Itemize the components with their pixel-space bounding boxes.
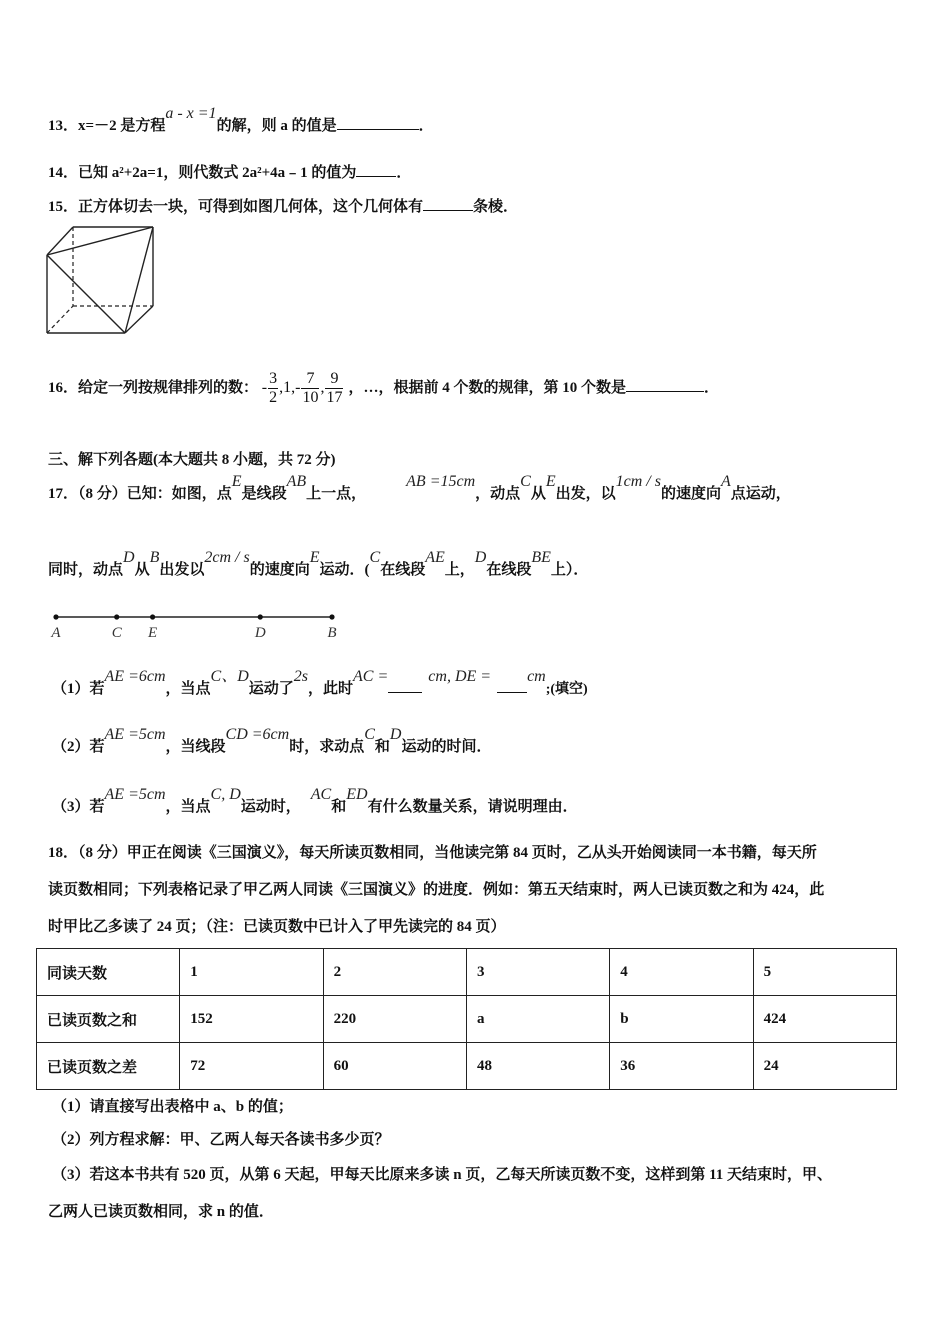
numerator: 7 <box>306 369 315 387</box>
math-var: D <box>123 549 135 566</box>
denominator: 17 <box>326 388 343 406</box>
math-expr: 2s <box>293 668 309 685</box>
table-cell: 424 <box>753 996 896 1043</box>
question-text: 出发以 <box>159 562 205 578</box>
question-number: 17． <box>48 486 79 502</box>
question-text: 同时，动点 <box>48 562 124 578</box>
question-text: 从 <box>530 486 546 502</box>
equation: a - x =1 <box>165 105 217 122</box>
question-text: ，当点 <box>165 799 211 815</box>
question-text: 运动的时间． <box>401 739 492 755</box>
table-row <box>37 1043 897 1090</box>
period: ． <box>703 380 719 396</box>
question-16 <box>48 368 719 408</box>
comma: , <box>279 379 284 396</box>
question-text: 已知 a²+2a=1，则代数式 2a²+4a﹣1 的值为 <box>78 165 357 181</box>
question-text: 和 <box>331 799 347 815</box>
minus-sign: - <box>295 379 301 396</box>
numerator: 9 <box>330 369 339 387</box>
number-sequence <box>261 369 349 406</box>
question-text: 的速度向 <box>660 486 721 502</box>
comma: , <box>291 379 296 396</box>
question-18-part-1: （1）请直接写出表格中 a、b 的值； <box>52 1099 293 1115</box>
point-d <box>258 614 263 619</box>
question-text: ;(填空) <box>545 682 588 697</box>
period: ． <box>396 165 412 181</box>
fraction <box>301 370 319 407</box>
math-expr: 2cm / s <box>204 549 250 566</box>
table-cell: 1 <box>180 949 323 996</box>
question-text: ，动点 <box>475 486 521 502</box>
math-expr: 1cm / s <box>615 473 661 490</box>
point-label-c: C <box>111 625 122 641</box>
question-17 <box>48 473 791 504</box>
question-18-part-2: （2）列方程求解：甲、乙两人每天各读书多少页？ <box>52 1132 390 1148</box>
reading-progress-table <box>36 948 897 1090</box>
point-label-e: E <box>148 625 158 641</box>
math-var: BE <box>531 549 551 566</box>
truncated-cube-figure <box>0 0 200 345</box>
cut-edge <box>125 227 153 333</box>
question-text: 条棱． <box>473 199 519 215</box>
question-text: 时，求动点 <box>289 739 365 755</box>
question-17-part-3 <box>52 786 578 817</box>
answer-blank[interactable] <box>337 115 419 130</box>
answer-blank-ac[interactable] <box>388 678 422 693</box>
answer-blank-de[interactable] <box>497 678 527 693</box>
question-text: ，当线段 <box>165 739 226 755</box>
question-18-line-3: 时甲比乙多读了 24 页；（注：已读页数中已计入了甲先读完的 84 页） <box>48 919 506 935</box>
question-text: ，此时 <box>308 681 354 697</box>
question-number: 14． <box>48 165 79 181</box>
question-text: 的速度向 <box>249 562 310 578</box>
point-e <box>150 614 155 619</box>
table-row <box>37 996 897 1043</box>
question-text: 是线段 <box>241 486 287 502</box>
question-text: 在线段 <box>380 562 426 578</box>
math-expr: C、D <box>210 668 249 685</box>
fraction <box>268 370 278 407</box>
table-cell: 152 <box>180 996 323 1043</box>
question-text: 给定一列按规律排列的数： <box>78 380 259 396</box>
math-var: AE <box>425 549 445 566</box>
question-text: 正方体切去一块，可得到如图几何体，这个几何体有 <box>78 199 424 215</box>
table-row <box>37 949 897 996</box>
part-label: （3）若 <box>52 799 105 815</box>
math-var: E <box>231 473 242 490</box>
math-var: ED <box>346 786 368 803</box>
question-text: 点运动， <box>730 486 791 502</box>
point-a <box>53 614 58 619</box>
question-number: 15． <box>48 199 79 215</box>
question-number: 16． <box>48 380 79 396</box>
answer-blank[interactable] <box>356 162 396 177</box>
point-c <box>114 614 119 619</box>
comma: , <box>320 379 325 396</box>
table-cell: a <box>466 996 609 1043</box>
cube-edge <box>47 227 73 255</box>
answer-blank[interactable] <box>626 377 704 392</box>
row-header: 同读天数 <box>37 949 180 996</box>
question-text: x=－2 是方程 <box>78 118 166 134</box>
math-expr: cm <box>527 668 546 685</box>
question-18-line-1: 18．（8 分）甲正在阅读《三国演义》，每天所读页数相同，当他读完第 84 页时，乙从头开始阅读同一本书籍，每天所 <box>48 845 817 861</box>
point-label-d: D <box>254 625 266 641</box>
question-text: 从 <box>134 562 150 578</box>
denominator: 2 <box>269 388 278 406</box>
math-expr: CD =6cm <box>225 726 290 743</box>
table-cell: 2 <box>323 949 466 996</box>
question-text: 上， <box>444 562 475 578</box>
math-expr: cm, DE = <box>428 668 492 685</box>
number-line-figure <box>40 605 360 645</box>
question-17-part-1 <box>52 668 588 700</box>
cut-edge <box>47 227 153 255</box>
math-var: C <box>520 473 531 490</box>
sequence-term: 1 <box>283 379 292 396</box>
answer-blank[interactable] <box>423 196 473 211</box>
question-number: 13． <box>48 118 79 134</box>
math-var: D <box>474 549 487 566</box>
hidden-edge <box>47 306 73 333</box>
numerator: 3 <box>269 369 278 387</box>
fraction <box>325 370 343 407</box>
question-text: ，当点 <box>165 681 211 697</box>
table-cell: 220 <box>323 996 466 1043</box>
question-18-part-3-line-2: 乙两人已读页数相同，求 n 的值． <box>48 1204 274 1220</box>
question-text: 运动．( <box>319 562 370 578</box>
math-expr: C, D <box>210 786 241 803</box>
question-text: 出发，以 <box>555 486 616 502</box>
math-var: C <box>369 549 381 566</box>
table-cell: 24 <box>753 1043 896 1090</box>
question-17-line-2 <box>48 549 589 580</box>
math-expr: AE =6cm <box>104 668 166 685</box>
math-var: AC <box>310 786 332 803</box>
point-label-b: B <box>327 625 337 641</box>
question-18-part-3: （3）若这本书共有 520 页，从第 6 天起，甲每天比原来多读 n 页，乙每天所读页数不变，这样到第 11 天结束时，甲、 <box>52 1167 833 1183</box>
table-cell: 4 <box>610 949 753 996</box>
question-17-part-2 <box>52 726 492 757</box>
row-header: 已读页数之差 <box>37 1043 180 1090</box>
math-expr: AC = <box>353 668 389 685</box>
row-header: 已读页数之和 <box>37 996 180 1043</box>
math-var: AB <box>286 473 307 490</box>
period: ． <box>418 118 434 134</box>
minus-sign: - <box>261 379 268 396</box>
denominator: 10 <box>302 388 319 406</box>
part-label: （1）若 <box>52 681 105 697</box>
point-b <box>329 614 334 619</box>
math-expr: AB =15cm <box>406 473 476 490</box>
table-cell: 36 <box>610 1043 753 1090</box>
math-expr: AE =5cm <box>104 786 166 803</box>
table-cell: 48 <box>466 1043 609 1090</box>
math-var: E <box>309 549 320 566</box>
math-expr: AE =5cm <box>104 726 166 743</box>
question-text: ，…，根据前 4 个数的规律，第 10 个数是 <box>348 380 626 396</box>
table-cell: 5 <box>753 949 896 996</box>
math-var: B <box>149 549 160 566</box>
section-heading: 三、解下列各题(本大题共 8 小题，共 72 分) <box>48 452 336 468</box>
question-text: 的解，则 a 的值是 <box>216 118 337 134</box>
question-text: （8 分）已知：如图，点 <box>78 486 232 502</box>
math-var: A <box>720 473 731 490</box>
table-cell: 72 <box>180 1043 323 1090</box>
table-cell: 3 <box>466 949 609 996</box>
table-cell: 60 <box>323 1043 466 1090</box>
math-var: D <box>389 726 402 743</box>
question-text: 运动时， <box>240 799 301 815</box>
point-label-a: A <box>51 625 61 641</box>
question-text: 在线段 <box>486 562 532 578</box>
question-text: 和 <box>374 739 390 755</box>
table-cell: b <box>610 996 753 1043</box>
question-text: 上）． <box>550 562 589 578</box>
question-18-line-2: 读页数相同；下列表格记录了甲乙两人同读《三国演义》的进度．例如：第五天结束时，两人已读页数之和为 424，此 <box>48 882 825 898</box>
question-text: 有什么数量关系，请说明理由． <box>367 799 578 815</box>
part-label: （2）若 <box>52 739 105 755</box>
question-text: 上一点， <box>306 486 367 502</box>
math-var: E <box>545 473 556 490</box>
math-var: C <box>364 726 375 743</box>
question-text: 运动了 <box>248 681 294 697</box>
